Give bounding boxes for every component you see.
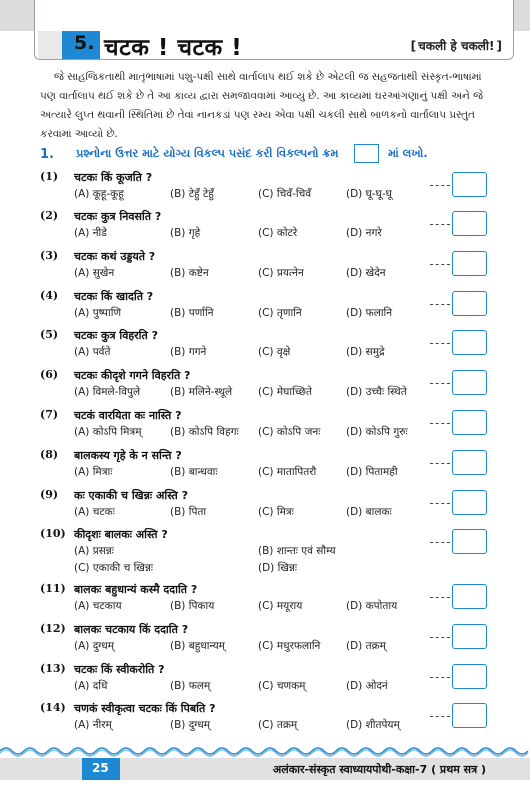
question-number: (8): [40, 448, 59, 461]
option-d: (D) खेदेन: [346, 267, 386, 279]
answer-leader-line: [430, 185, 450, 186]
answer-leader-line: [430, 264, 450, 265]
question-text: चटकः कुत्र विहरति ?: [74, 329, 159, 342]
option-c: (C) मयूराय: [258, 600, 303, 612]
option-d: (D) पितामही: [346, 466, 398, 478]
option-b: (B) पिता: [170, 506, 207, 518]
answer-leader-line: [430, 503, 450, 504]
header-side-strip: [38, 31, 62, 59]
answer-leader-line: [430, 542, 450, 543]
option-b: (B) पिकाय: [170, 600, 215, 612]
option-a: (A) मित्राः: [74, 466, 113, 478]
question-text: चटकः किं कूजति ?: [74, 171, 153, 184]
option-a: (A) कूहू-कूहू: [74, 188, 124, 200]
option-d: (D) बालकः: [346, 506, 392, 518]
question-number: (14): [40, 701, 66, 714]
option-a: (A) पुष्पाणि: [74, 307, 122, 319]
option-d: (D) तक्रम्: [346, 640, 386, 652]
answer-box[interactable]: [452, 211, 487, 236]
answer-leader-line: [430, 597, 450, 598]
option-c: (C) एकाकी च खिन्नः: [74, 562, 153, 574]
option-c: (C) चणकम्: [258, 680, 306, 692]
book-title: अलंकार-संस्कृत स्वाध्यायपोथी-कक्षा-7 ( प्रथम सत्र ): [272, 763, 486, 776]
question-number: (11): [40, 582, 66, 595]
answer-box[interactable]: [452, 251, 487, 276]
option-a: (A) नीडे: [74, 227, 107, 239]
option-b: (B) फलम्: [170, 680, 211, 692]
answer-box[interactable]: [452, 584, 487, 609]
option-d: (D) कोऽपि गुरुः: [346, 426, 408, 438]
option-b: (B) गगने: [170, 346, 207, 358]
answer-leader-line: [430, 716, 450, 717]
answer-leader-line: [430, 463, 450, 464]
option-d: (D) कपोताय: [346, 600, 398, 612]
option-c: (C) तक्रम्: [258, 719, 298, 731]
option-c: (C) चिवँ-चिवँ: [258, 188, 312, 200]
answer-box[interactable]: [452, 450, 487, 475]
option-c: (C) मधुरफलानि: [258, 640, 321, 652]
answer-box[interactable]: [452, 529, 487, 554]
option-b: (B) शान्तः एवं सौम्य: [258, 545, 336, 557]
option-c: (C) मातापितरौ: [258, 466, 317, 478]
question-text: चणकं स्वीकृत्वा चटकः किं पिबति ?: [74, 702, 216, 715]
option-b: (B) कोऽपि विहगः: [170, 426, 239, 438]
option-b: (B) गृहे: [170, 227, 201, 239]
question-number: (13): [40, 662, 66, 675]
option-d: (D) फलानि: [346, 307, 393, 319]
answer-leader-line: [430, 304, 450, 305]
option-c: (C) तृणानि: [258, 307, 302, 319]
answer-leader-line: [430, 677, 450, 678]
option-c: (C) मेघाच्छिते: [258, 386, 312, 398]
instruction-text: પ્રશ્નોના ઉત્તર માટે યોગ્ય વિકલ્પ પસંદ કરી વિકલ્પનો ક્રમ: [76, 147, 339, 160]
option-c: (C) कोटरे: [258, 227, 298, 239]
answer-box[interactable]: [452, 172, 487, 197]
question-text: चटकं वारयिता कः नास्ति ?: [74, 409, 182, 422]
instruction-answer-box: [354, 144, 379, 163]
answer-box[interactable]: [452, 490, 487, 515]
question-text: चटकः किं स्वीकरोति ?: [74, 663, 165, 676]
option-c: (C) कोऽपि जनः: [258, 426, 321, 438]
option-a: (A) दुग्धम्: [74, 640, 114, 652]
question-text: बालकः बहुधान्यं कस्मै ददाति ?: [74, 583, 198, 596]
question-number: (2): [40, 209, 59, 222]
option-d: (D) ओदनं: [346, 680, 388, 692]
chapter-number: 5.: [74, 32, 95, 54]
question-text: चटकः किं खादति ?: [74, 290, 154, 303]
answer-box[interactable]: [452, 291, 487, 316]
question-number: (6): [40, 368, 59, 381]
option-d: (D) शीतपेयम्: [346, 719, 400, 731]
option-b: (B) बान्धवाः: [170, 466, 218, 478]
question-number: (12): [40, 622, 66, 635]
question-text: चटकः कुत्र निवसति ?: [74, 210, 162, 223]
answer-leader-line: [430, 224, 450, 225]
question-number: (4): [40, 289, 59, 302]
question-number: (3): [40, 249, 59, 262]
option-b: (B) कष्टेन: [170, 267, 209, 279]
option-d: (D) नगरे: [346, 227, 382, 239]
option-b: (B) टेहुँ टेहुँ: [170, 188, 214, 200]
question-number: (7): [40, 408, 59, 421]
answer-box[interactable]: [452, 370, 487, 395]
option-a: (A) चटकः: [74, 506, 115, 518]
option-a: (A) दधि: [74, 680, 108, 692]
answer-box[interactable]: [452, 703, 487, 728]
question-number: (1): [40, 170, 59, 183]
chapter-subtitle: [ चकली हे चकली! ]: [411, 37, 502, 54]
option-d: (D) उच्चैः स्थिते: [346, 386, 407, 398]
option-a: (A) नीरम्: [74, 719, 112, 731]
option-d: (D) खिन्नः: [258, 562, 298, 574]
question-text: चटकः कथं उड्डयते ?: [74, 250, 156, 263]
option-d: (D) घू-घू-घू: [346, 188, 392, 200]
question-number: (5): [40, 328, 59, 341]
option-a: (A) पर्वते: [74, 346, 111, 358]
question-number: (10): [40, 527, 66, 540]
instruction-number: 1.: [40, 147, 54, 162]
answer-box[interactable]: [452, 664, 487, 689]
option-a: (A) विमले-विपुले: [74, 386, 141, 398]
instruction-tail: માં લખો.: [388, 147, 428, 160]
chapter-title: चटक ! चटक !: [104, 35, 243, 61]
answer-leader-line: [430, 383, 450, 384]
option-a: (A) चटकाय: [74, 600, 122, 612]
footer-wave-divider: [0, 744, 530, 758]
intro-paragraph: જે સાહજિકતાથી માતૃભાષામાં પશુ-પક્ષી સાથે વાર્તાલાપ થઈ શકે છે એટલી જ સહજતાથી સંસ્કૃત-ભાષામાં પણ વાર્તાલાપ થઈ શકે છે તે આ કાવ્ય દ્વારા સમજાવવામાં આવ્યું છે. આ કાવ્યમાં ઘરઆંગણાનું પક્ષી અને જે અત્યારે લુપ્ત થવાની સ્થિતિમાં છે તેવાં નાનકડાં પણ રમ્ય એવા પક્ષી ચકલી સાથે બાળકનો વાર્તાલાપ પ્રસ્તુત કરવામાં આવ્યો છે.: [40, 71, 483, 140]
page-number: 25: [92, 761, 109, 775]
option-b: (B) दुग्धम्: [170, 719, 210, 731]
question-text: चटकः कीदृशे गगने विहरति ?: [74, 369, 191, 382]
answer-leader-line: [430, 423, 450, 424]
option-a: (A) सुखेन: [74, 267, 115, 279]
question-text: कः एकाकी च खिन्नः अस्ति ?: [74, 489, 189, 502]
option-c: (C) प्रयत्नेन: [258, 267, 304, 279]
question-text: कीदृशः बालकः अस्ति ?: [74, 528, 168, 541]
option-a: (A) प्रसन्नः: [74, 545, 114, 557]
option-d: (D) समुद्रे: [346, 346, 385, 358]
question-text: बालकस्य गृहे के न सन्ति ?: [74, 449, 182, 462]
option-b: (B) मलिने-स्थूले: [170, 386, 233, 398]
option-c: (C) वृक्षे: [258, 346, 291, 358]
answer-box[interactable]: [452, 330, 487, 355]
option-c: (C) मित्रः: [258, 506, 294, 518]
question-text: बालकः चटकाय किं ददाति ?: [74, 623, 189, 636]
answer-leader-line: [430, 637, 450, 638]
answer-box[interactable]: [452, 410, 487, 435]
question-number: (9): [40, 488, 59, 501]
option-b: (B) बहुधान्यम्: [170, 640, 225, 652]
option-b: (B) पर्णानि: [170, 307, 214, 319]
answer-box[interactable]: [452, 624, 487, 649]
option-a: (A) कोऽपि मित्रम्: [74, 426, 142, 438]
answer-leader-line: [430, 343, 450, 344]
